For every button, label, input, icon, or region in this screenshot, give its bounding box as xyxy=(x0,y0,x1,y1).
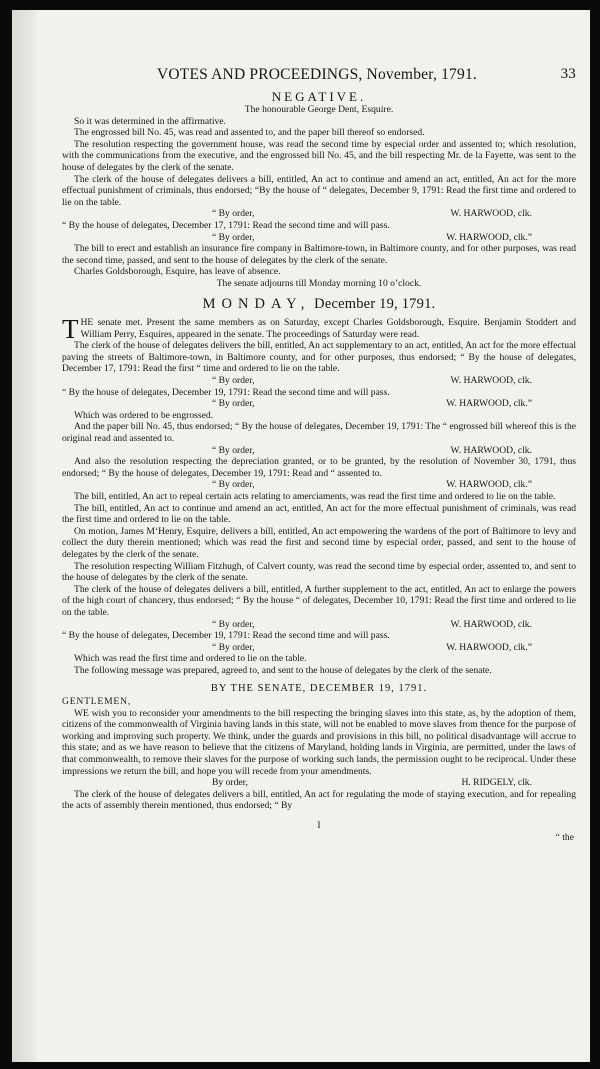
drop-cap: T xyxy=(62,314,79,345)
paragraph: The engrossed bill No. 45, was read and assented to, and the paper bill thereof so endorsed. xyxy=(74,127,425,139)
clerk-signature xyxy=(62,398,576,410)
paragraph: Charles Goldsborough, Esquire, has leave of absence. xyxy=(74,266,281,278)
by-order: “ By order, xyxy=(212,208,255,220)
running-head xyxy=(58,66,576,84)
by-order: “ By order, xyxy=(212,398,255,410)
opening-text: HE senate met. Present the same members as on Saturday, except Charles Goldsborough, Esquire. Benjamin Stoddert and William Perry, Esquires, appeared in the senate. The proceedings of Saturday were read. xyxy=(80,317,576,340)
paragraph: “ By the house of delegates, December 19, 1791: Read the second time and will pass. xyxy=(62,386,390,398)
by-order: By order, xyxy=(212,777,248,789)
clerk-name: H. RIDGELY, clk. xyxy=(461,777,532,789)
date-label: December 19, 1791. xyxy=(314,295,436,312)
paragraph: The clerk of the house of delegates delivers a bill, entitled, An act to continue and amend an act, entitled, An act for the more effectual punishment of criminals, thus endorsed; “By the house of “ delegates, December 9, 1791: Read the first time and ordered to lie on the table. xyxy=(62,173,576,208)
day-label: MONDAY, xyxy=(202,295,311,312)
paragraph: The following message was prepared, agreed to, and sent to the house of delegates by the clerk of the senate. xyxy=(74,664,492,676)
senate-message-heading: BY THE SENATE, DECEMBER 19, 1791. xyxy=(210,682,428,694)
clerk-signature xyxy=(62,619,576,631)
by-order: “ By order, xyxy=(212,618,255,630)
paragraph: The bill to erect and establish an insurance fire company in Baltimore-town, in Baltimore county, and for other purposes, was read the second time, passed, and sent to the house of delegates by the clerk of the senate. xyxy=(62,243,576,266)
message-body: WE wish you to reconsider your amendments to the bill respecting the bringing slaves into this state, as, by the adoption of them, citizens of the commonwealth of Virginia having lands in this state, will not be enabled to move slaves from thence for the purpose of working and improving such property. We think, under the guards and provisions in this bill, no political disadvantage will accrue to this state; and as we have reason to believe that the citizens of Maryland, holding lands in Virginia, are permitted, under the laws of that commonwealth, to remove their slaves for the purpose of working such lands, the permission ought to be reciprocal. Under these impressions we return the bill, and hope you will recede from your amendments. xyxy=(62,707,576,777)
paragraph: “ By the house of delegates, December 19, 1791: Read the second time and will pass. xyxy=(62,630,390,642)
clerk-name: W. HARWOOD, clk. xyxy=(450,618,532,630)
paragraph: “ By the house of delegates, December 17, 1791: Read the second time and will pass. xyxy=(62,219,390,231)
paragraph: The clerk of the house of delegates delivers a bill, entitled, An act for regulating the mode of staying execution, and for repealing the acts of assembly therein mentioned, thus endorsed; “ By xyxy=(62,788,576,812)
clerk-name: W. HARWOOD, clk.” xyxy=(446,641,532,653)
paragraph: And also the resolution respecting the depreciation granted, or to be granted, by the resolution of November 30, 1791, thus endorsed; “ By the house of delegates, December 19, 1791: Read and “ assented to. xyxy=(62,456,576,479)
page-binding-edge xyxy=(12,10,36,1062)
vote-negative-name: The honourable George Dent, Esquire. xyxy=(244,104,394,115)
clerk-signature xyxy=(62,777,576,789)
clerk-signature xyxy=(62,445,576,457)
clerk-signature xyxy=(62,232,576,244)
clerk-name: W. HARWOOD, clk. xyxy=(450,444,532,456)
clerk-signature xyxy=(62,208,576,220)
salutation: GENTLEMEN, xyxy=(62,696,132,708)
clerk-signature xyxy=(62,642,576,654)
section-heading-monday xyxy=(62,295,576,312)
paragraph: On motion, James M‘Henry, Esquire, delivers a bill, entitled, An act empowering the wardens of the port of Baltimore to levy and collect the duty therein mentioned; which was read the first and second time by especial order, passed, and sent to the house of delegates by the clerk of the senate. xyxy=(62,525,576,560)
by-order: “ By order, xyxy=(212,479,255,491)
clerk-name: W. HARWOOD, clk. xyxy=(450,375,532,387)
running-title: VOTES AND PROCEEDINGS, November, 1791. xyxy=(157,66,477,83)
adjournment: The senate adjourns till Monday morning 10 o’clock. xyxy=(216,277,422,289)
clerk-signature xyxy=(62,375,576,387)
catchword: “ the xyxy=(555,831,574,843)
page-body xyxy=(62,90,576,843)
paragraph: And the paper bill No. 45, thus endorsed; “ By the house of delegates, December 19, 1791: The “ engrossed bill whereof this is the original read and assented to. xyxy=(62,421,576,445)
signature-mark: I xyxy=(317,820,321,832)
paragraph: Which was read the first time and ordered to lie on the table. xyxy=(74,653,307,665)
by-order: “ By order, xyxy=(212,231,255,243)
clerk-name: W. HARWOOD, clk. xyxy=(450,208,532,220)
paragraph: The clerk of the house of delegates delivers a bill, entitled, A further supplement to the act, entitled, An act to enlarge the powers of the high court of chancery, thus endorsed; “ By the house “ of delegates, December 10, 1791: Read the first time and ordered to lie on the table. xyxy=(62,583,576,618)
paragraph: The resolution respecting William Fitzhugh, of Calvert county, was read the second time by especial order, assented to, and sent to the house of delegates by the clerk of the senate. xyxy=(62,560,576,584)
page-number: 33 xyxy=(560,66,576,82)
opening-paragraph xyxy=(62,314,576,345)
vote-negative-label: NEGATIVE. xyxy=(271,89,367,104)
paragraph: So it was determined in the affirmative. xyxy=(74,115,226,127)
by-order: “ By order, xyxy=(212,444,255,456)
clerk-name: W. HARWOOD, clk.” xyxy=(446,479,532,491)
by-order: “ By order, xyxy=(212,375,255,387)
paragraph: Which was ordered to be engrossed. xyxy=(74,409,214,421)
clerk-name: W. HARWOOD, clk.” xyxy=(446,231,532,243)
paragraph: The resolution respecting the government house, was read the second time by especial order and assented to; which resolution, with the communications from the executive, and the engrossed bill No. 45, and the bill respecting Mr. de la Fayette, was sent to the house of delegates by the clerk of the senate. xyxy=(62,138,576,173)
paragraph: The bill, entitled, An act to continue and amend an act, entitled, An act for the more effectual punishment of criminals, was read the first time and ordered to lie on the table. xyxy=(62,502,576,526)
paragraph: The clerk of the house of delegates delivers the bill, entitled, An act supplementary to an act, entitled, An act for the more effectual paving the streets of Baltimore-town, in Baltimore county, and for other purposes, thus endorsed; “ By the house of delegates, December 17, 1791: Read the first “ time and ordered to lie on the table. xyxy=(62,340,576,375)
clerk-name: W. HARWOOD, clk.” xyxy=(446,398,532,410)
paragraph: The bill, entitled, An act to repeal certain acts relating to amerciaments, was read the first time and ordered to lie on the table. xyxy=(74,491,556,502)
clerk-signature xyxy=(62,479,576,491)
by-order: “ By order, xyxy=(212,641,255,653)
document-page xyxy=(12,10,590,1062)
